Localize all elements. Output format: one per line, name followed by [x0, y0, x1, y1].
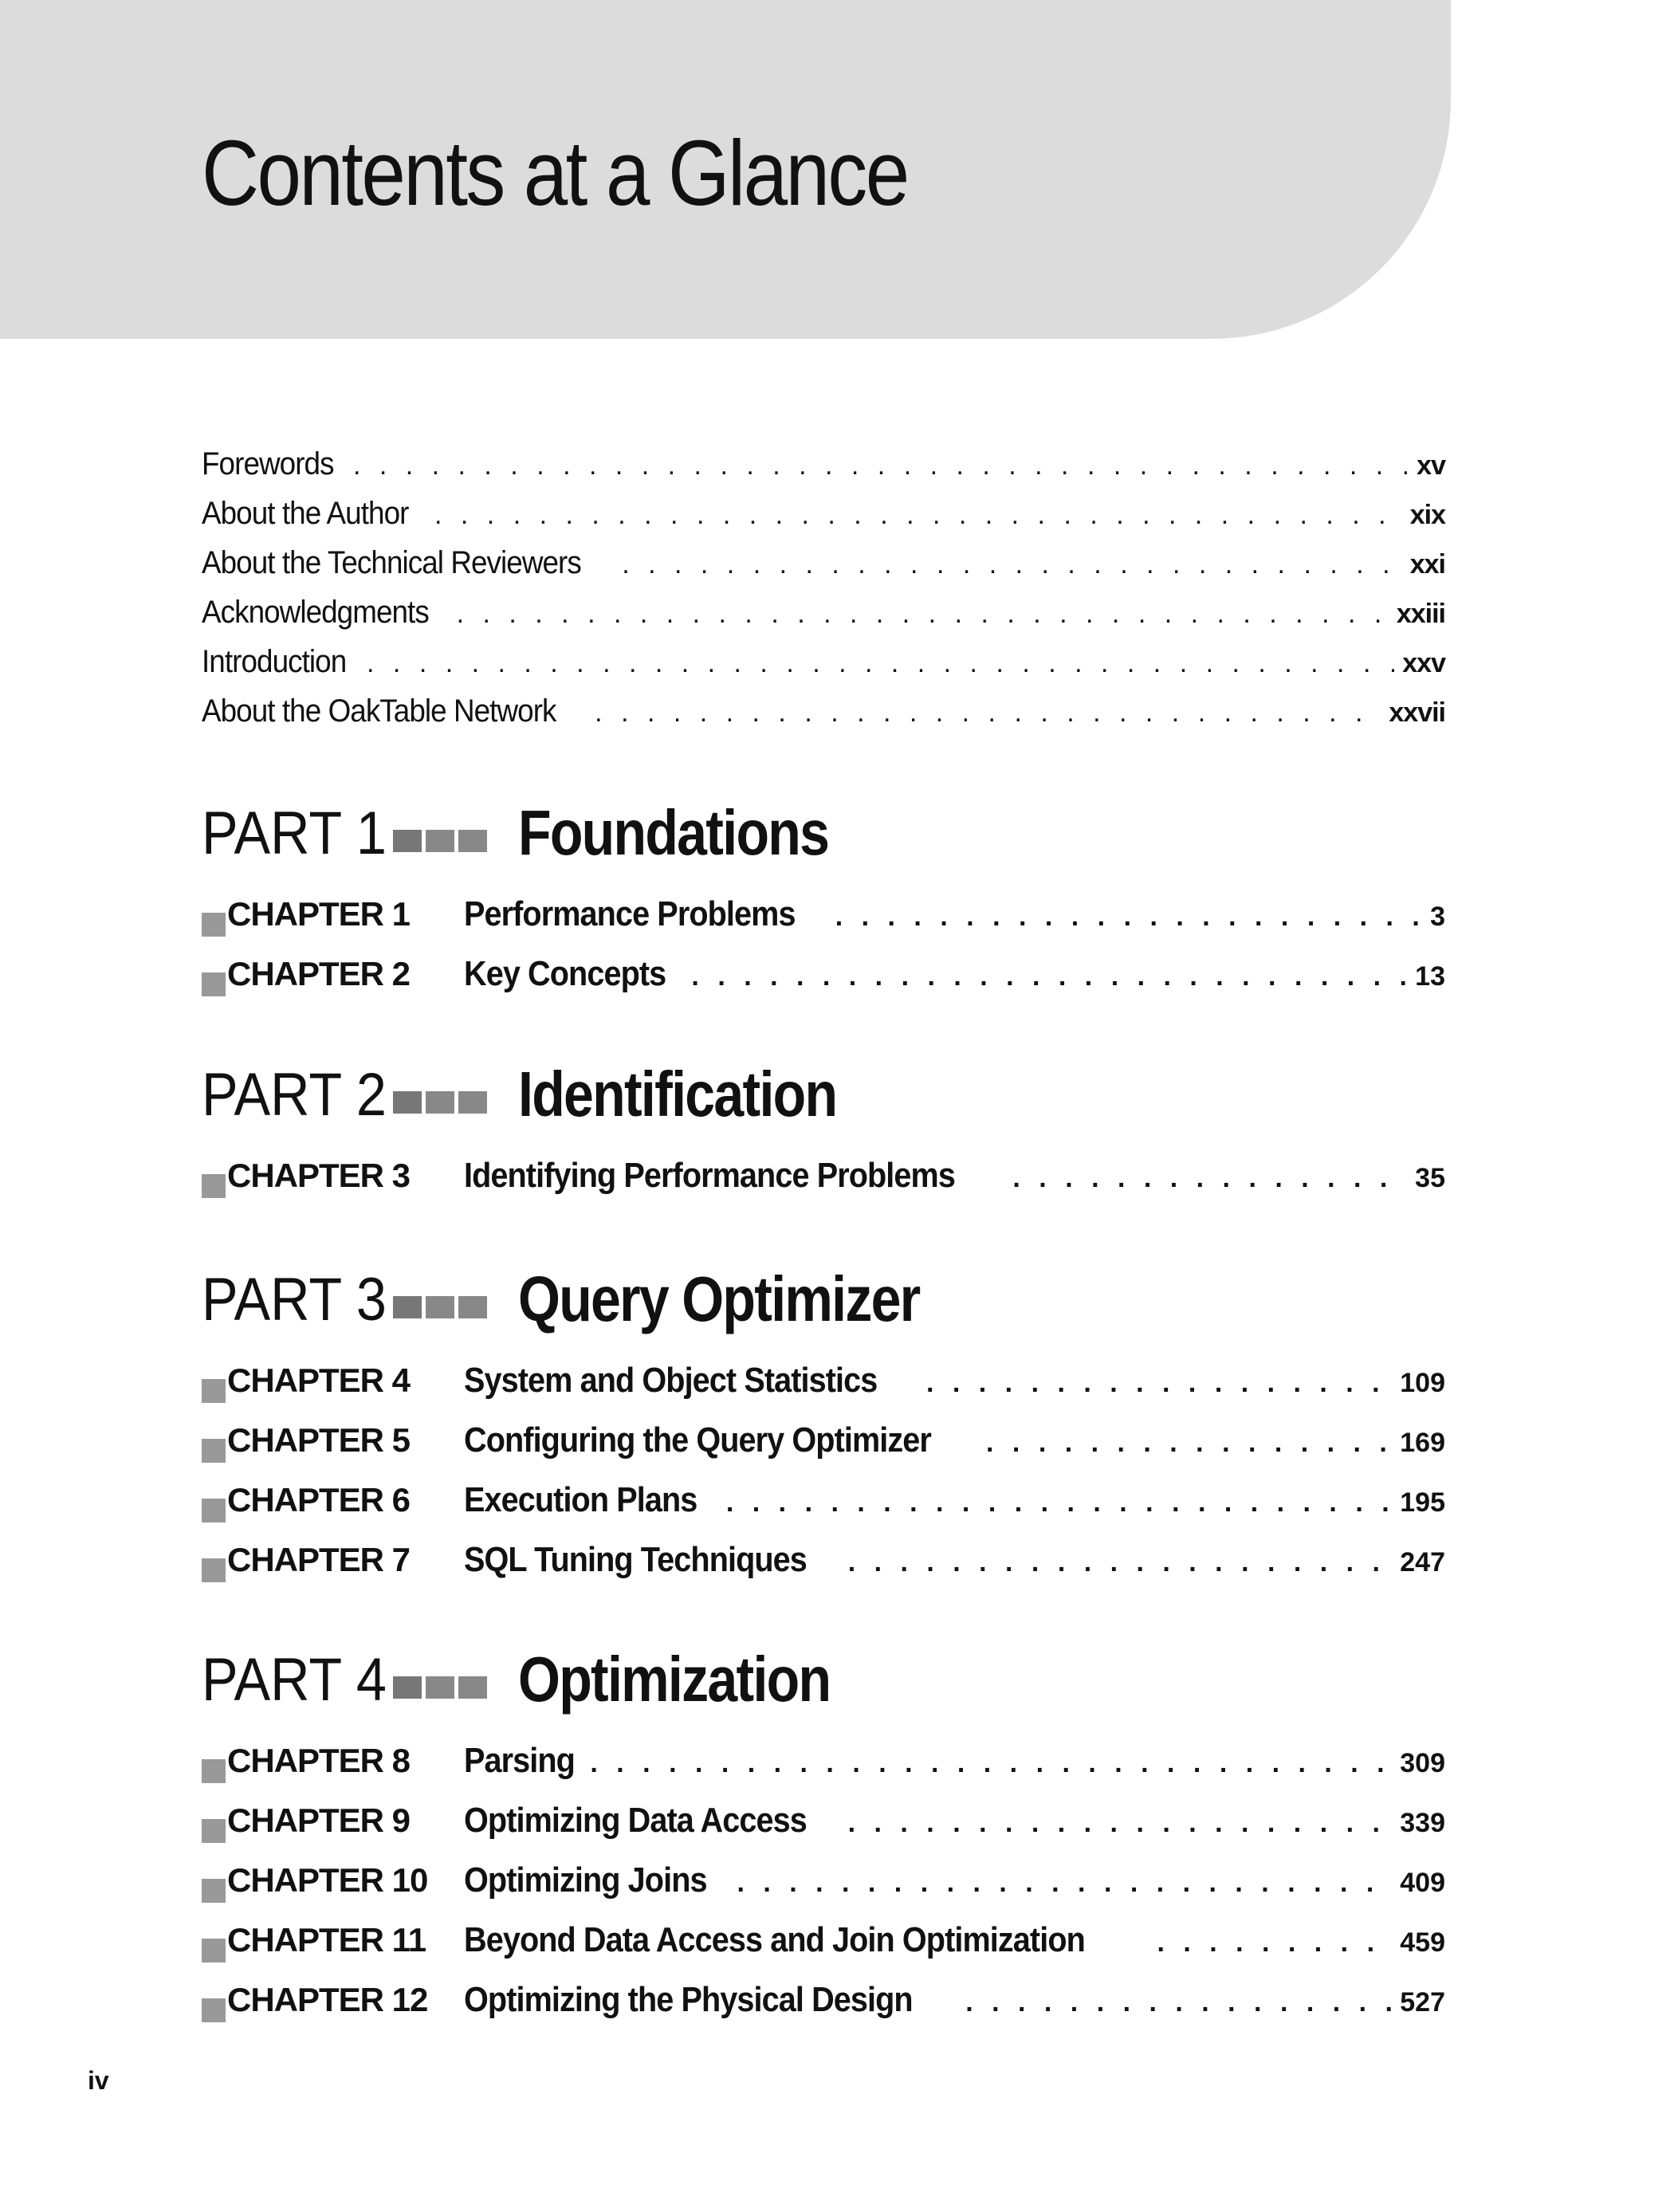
part-heading — [202, 1051, 1445, 1138]
dot-leader — [926, 1368, 1392, 1399]
part-2 — [202, 1051, 1445, 1216]
chapter-row[interactable] — [202, 894, 1445, 954]
page-title: Contents at a Glance — [202, 121, 908, 225]
chapter-label: CHAPTER 4 — [227, 1361, 411, 1399]
chapter-list — [202, 1361, 1445, 1600]
chapter-row[interactable] — [202, 1920, 1445, 1980]
dot-leader — [986, 1428, 1392, 1459]
chapter-label: CHAPTER 3 — [227, 1157, 411, 1194]
square-bullet-icon — [202, 1759, 226, 1783]
dot-leader — [367, 648, 1394, 679]
chapter-label: CHAPTER 6 — [227, 1481, 411, 1519]
toc-entry-about-author[interactable] — [202, 496, 1445, 545]
part-heading — [202, 1255, 1445, 1343]
chapter-list — [202, 1741, 1445, 2040]
chapter-row[interactable] — [202, 954, 1445, 1014]
page-folio: iv — [88, 2066, 109, 2095]
square-bullet-icon — [202, 972, 226, 996]
chapter-title: Identifying Performance Problems — [464, 1156, 955, 1195]
toc-entry-page: xv — [1417, 450, 1445, 481]
chapter-page: 195 — [1400, 1487, 1445, 1518]
part-heading — [202, 789, 1445, 877]
dot-leader — [835, 902, 1422, 933]
toc-entry-label: About the OakTable Network — [202, 693, 556, 729]
chapter-row[interactable] — [202, 1480, 1445, 1540]
chapter-page: 309 — [1400, 1748, 1445, 1778]
toc-entry-acknowledgments[interactable] — [202, 595, 1445, 644]
toc-entry-page: xxiii — [1396, 599, 1445, 629]
toc-entry-oaktable-network[interactable] — [202, 693, 1445, 743]
toc-entry-label: Introduction — [202, 644, 347, 679]
square-bullet-icon — [202, 1174, 226, 1198]
part-name: Optimization — [518, 1644, 831, 1715]
toc-entry-label: About the Technical Reviewers — [202, 545, 581, 580]
part-separator-squares — [393, 1676, 518, 1699]
chapter-label: CHAPTER 2 — [227, 955, 411, 992]
square-bullet-icon — [202, 1939, 226, 1963]
square-bullet-icon — [202, 1879, 226, 1903]
dot-leader — [434, 500, 1402, 531]
square-bullet-icon — [202, 1379, 226, 1403]
chapter-title: Optimizing Joins — [464, 1860, 707, 1900]
chapter-page: 109 — [1400, 1368, 1445, 1398]
chapter-title: Performance Problems — [464, 894, 796, 933]
part-separator-squares — [393, 830, 518, 852]
chapter-page: 339 — [1400, 1808, 1445, 1838]
chapter-list — [202, 894, 1445, 1014]
chapter-label: CHAPTER 7 — [227, 1541, 411, 1578]
toc-entry-page: xix — [1409, 500, 1445, 530]
dot-leader — [1157, 1927, 1392, 1959]
part-number: PART 2 — [202, 1060, 387, 1129]
dot-leader — [590, 1748, 1392, 1779]
chapter-title: Optimizing Data Access — [464, 1801, 807, 1840]
square-bullet-icon — [202, 1499, 226, 1522]
chapter-row[interactable] — [202, 1420, 1445, 1480]
square-bullet-icon — [202, 1998, 226, 2022]
part-separator-squares — [393, 1296, 518, 1318]
chapter-row[interactable] — [202, 1860, 1445, 1920]
dot-leader — [353, 450, 1409, 481]
part-separator-squares — [393, 1091, 518, 1114]
chapter-label: CHAPTER 10 — [227, 1861, 428, 1899]
toc-entry-forewords[interactable] — [202, 446, 1445, 496]
dot-leader — [726, 1487, 1392, 1519]
dot-leader — [595, 697, 1381, 729]
square-bullet-icon — [202, 1439, 226, 1463]
part-1 — [202, 789, 1445, 1014]
chapter-page: 247 — [1400, 1547, 1445, 1577]
chapter-label: CHAPTER 9 — [227, 1801, 411, 1839]
dot-leader — [965, 1987, 1392, 2018]
dot-leader — [737, 1868, 1392, 1899]
dot-leader — [691, 961, 1407, 992]
part-name: Identification — [518, 1059, 837, 1130]
chapter-label: CHAPTER 1 — [227, 895, 411, 933]
chapter-title: SQL Tuning Techniques — [464, 1540, 807, 1579]
chapter-row[interactable] — [202, 1156, 1445, 1216]
part-name: Query Optimizer — [518, 1263, 920, 1334]
chapter-title: Beyond Data Access and Join Optimization — [464, 1920, 1085, 1959]
part-4 — [202, 1636, 1445, 2040]
toc-entry-technical-reviewers[interactable] — [202, 545, 1445, 595]
part-name: Foundations — [518, 797, 829, 868]
chapter-title: Parsing — [464, 1741, 575, 1780]
toc-entry-page: xxv — [1402, 648, 1445, 678]
part-3 — [202, 1255, 1445, 1600]
chapter-page: 3 — [1430, 902, 1445, 932]
chapter-title: Execution Plans — [464, 1480, 698, 1519]
chapter-title: Configuring the Query Optimizer — [464, 1420, 931, 1460]
chapter-title: Optimizing the Physical Design — [464, 1980, 913, 2019]
chapter-row[interactable] — [202, 1540, 1445, 1600]
toc-entry-label: Forewords — [202, 446, 334, 481]
toc-entry-label: About the Author — [202, 496, 409, 531]
square-bullet-icon — [202, 1558, 226, 1582]
chapter-page: 13 — [1415, 961, 1445, 992]
part-number: PART 3 — [202, 1265, 387, 1334]
dot-leader — [848, 1808, 1393, 1839]
chapter-title: Key Concepts — [464, 954, 666, 993]
front-matter-list — [202, 446, 1445, 743]
chapter-label: CHAPTER 5 — [227, 1421, 411, 1459]
chapter-page: 459 — [1400, 1927, 1445, 1958]
square-bullet-icon — [202, 913, 226, 937]
chapter-label: CHAPTER 8 — [227, 1742, 411, 1779]
chapter-list — [202, 1156, 1445, 1216]
dot-leader — [848, 1547, 1393, 1578]
part-heading — [202, 1636, 1445, 1723]
chapter-row[interactable] — [202, 1801, 1445, 1860]
chapter-page: 409 — [1400, 1868, 1445, 1898]
chapter-page: 527 — [1400, 1987, 1445, 2018]
chapter-page: 169 — [1400, 1428, 1445, 1458]
toc-entry-page: xxi — [1409, 549, 1445, 580]
chapter-title: System and Object Statistics — [464, 1361, 878, 1400]
part-number: PART 1 — [202, 799, 387, 867]
dot-leader — [1012, 1163, 1407, 1194]
dot-leader — [622, 549, 1402, 580]
chapter-row[interactable] — [202, 1741, 1445, 1801]
chapter-row[interactable] — [202, 1980, 1445, 2040]
dot-leader — [457, 599, 1389, 630]
toc-entry-introduction[interactable] — [202, 644, 1445, 693]
part-number: PART 4 — [202, 1645, 387, 1714]
chapter-page: 35 — [1415, 1163, 1445, 1193]
toc-entry-label: Acknowledgments — [202, 595, 429, 630]
chapter-label: CHAPTER 12 — [227, 1981, 428, 2018]
square-bullet-icon — [202, 1819, 226, 1843]
chapter-row[interactable] — [202, 1361, 1445, 1420]
chapter-label: CHAPTER 11 — [227, 1921, 426, 1959]
toc-entry-page: xxvii — [1389, 697, 1445, 728]
